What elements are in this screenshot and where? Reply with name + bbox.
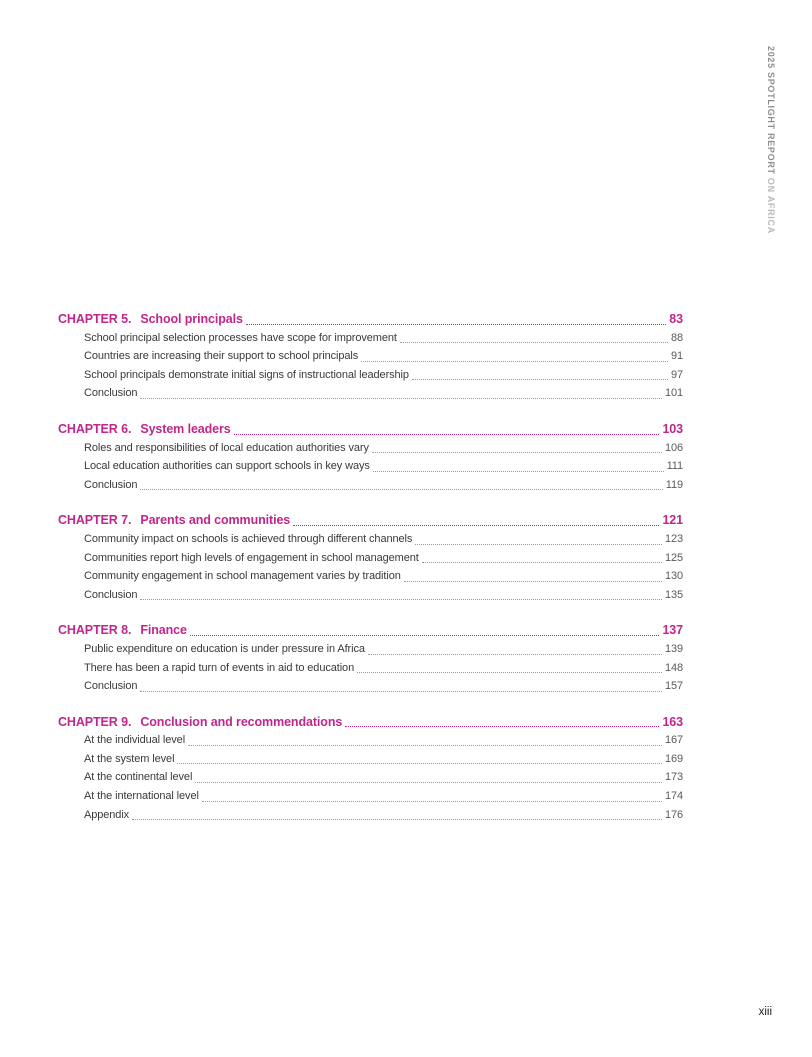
dot-leader [140, 599, 662, 600]
entry-page-number: 101 [664, 387, 683, 400]
entry-title: Conclusion [84, 588, 138, 601]
dot-leader [132, 819, 662, 820]
dot-leader [234, 434, 660, 435]
chapter-page-number: 121 [662, 513, 683, 528]
entry-title: Public expenditure on education is under pressure in Africa [84, 642, 365, 655]
chapter-title: Parents and communities [140, 513, 291, 528]
entry-title: Communities report high levels of engagement in school management [84, 551, 419, 564]
entry-page-number: 125 [664, 551, 683, 564]
chapter-page-number: 103 [662, 421, 683, 436]
toc-entry-row[interactable] [58, 567, 683, 586]
dot-leader [140, 691, 662, 692]
toc-entry-row[interactable] [58, 439, 683, 458]
chapter-page-number: 137 [662, 623, 683, 638]
running-head-report-subtitle: ON AFRICA [766, 174, 776, 234]
dot-leader [368, 654, 662, 655]
dot-leader [357, 672, 662, 673]
entry-title: At the continental level [84, 771, 193, 784]
entry-title: At the individual level [84, 734, 186, 747]
toc-entry-row[interactable] [58, 530, 683, 549]
entry-page-number: 123 [664, 532, 683, 545]
dot-leader [345, 726, 659, 727]
dot-leader [422, 562, 662, 563]
dot-leader [246, 324, 666, 325]
chapter-label: CHAPTER 8. [58, 623, 132, 638]
entry-title: Countries are increasing their support to school principals [84, 350, 359, 363]
dot-leader [195, 782, 662, 783]
entry-title: Appendix [84, 808, 130, 821]
toc-chapter-row[interactable] [58, 621, 683, 640]
chapter-title: System leaders [140, 421, 231, 436]
chapter-title: School principals [140, 312, 243, 326]
toc-entry-row[interactable] [58, 329, 683, 348]
dot-leader [140, 398, 662, 399]
toc-entry-row[interactable] [58, 677, 683, 696]
entry-page-number: 139 [664, 642, 683, 655]
toc-section [58, 420, 683, 494]
toc-entry-row[interactable] [58, 586, 683, 605]
toc-section-entries [58, 329, 683, 403]
toc-chapter-row[interactable] [58, 310, 683, 329]
entry-title: Conclusion [84, 387, 138, 400]
toc-section-entries [58, 439, 683, 495]
entry-title: Local education authorities can support schools in key ways [84, 460, 370, 473]
toc-entry-row[interactable] [58, 787, 683, 806]
chapter-page-number: 83 [669, 312, 683, 326]
chapter-title: Conclusion and recommendations [140, 714, 343, 729]
dot-leader [188, 745, 662, 746]
dot-leader [202, 801, 662, 802]
entry-title: Community engagement in school management varies by tradition [84, 570, 401, 583]
dot-leader [293, 525, 659, 526]
dot-leader [404, 581, 662, 582]
entry-page-number: 88 [670, 331, 683, 344]
entry-page-number: 173 [664, 771, 683, 784]
entry-page-number: 97 [670, 368, 683, 381]
entry-title: Conclusion [84, 478, 138, 491]
entry-page-number: 148 [664, 661, 683, 674]
toc-entry-row[interactable] [58, 806, 683, 825]
chapter-label: CHAPTER 7. [58, 513, 132, 528]
entry-title: Roles and responsibilities of local education authorities vary [84, 441, 369, 454]
toc-entry-row[interactable] [58, 457, 683, 476]
chapter-page-number: 163 [662, 714, 683, 729]
dot-leader [400, 342, 668, 343]
toc-entry-row[interactable] [58, 768, 683, 787]
toc-chapter-row[interactable] [58, 420, 683, 439]
toc-entry-row[interactable] [58, 750, 683, 769]
toc-section-entries [58, 530, 683, 604]
toc-section [58, 621, 683, 695]
table-of-contents [58, 310, 683, 824]
toc-entry-row[interactable] [58, 640, 683, 659]
toc-entry-row[interactable] [58, 549, 683, 568]
toc-entry-row[interactable] [58, 476, 683, 495]
entry-page-number: 130 [664, 570, 683, 583]
toc-section-entries [58, 731, 683, 824]
entry-page-number: 135 [664, 588, 683, 601]
entry-page-number: 157 [664, 680, 683, 693]
toc-entry-row[interactable] [58, 366, 683, 385]
chapter-label: CHAPTER 9. [58, 714, 132, 729]
entry-title: School principal selection processes have scope for improvement [84, 331, 397, 344]
dot-leader [373, 471, 664, 472]
entry-page-number: 176 [664, 808, 683, 821]
running-head-report-title: 2025 SPOTLIGHT REPORT [766, 46, 776, 175]
entry-page-number: 119 [665, 478, 683, 491]
page-number-folio: xiii [758, 1006, 772, 1018]
dot-leader [412, 379, 668, 380]
toc-section [58, 511, 683, 604]
toc-entry-row[interactable] [58, 384, 683, 403]
entry-title: At the international level [84, 790, 199, 803]
entry-title: At the system level [84, 752, 175, 765]
chapter-title: Finance [140, 623, 187, 638]
running-head-vertical [766, 46, 776, 234]
chapter-label: CHAPTER 6. [58, 421, 132, 436]
dot-leader [415, 544, 662, 545]
toc-section [58, 713, 683, 825]
dot-leader [361, 361, 668, 362]
dot-leader [372, 452, 662, 453]
entry-page-number: 106 [664, 441, 683, 454]
toc-entry-row[interactable] [58, 659, 683, 678]
toc-chapter-row[interactable] [58, 511, 683, 530]
chapter-label: CHAPTER 5. [58, 312, 132, 326]
entry-title: There has been a rapid turn of events in aid to education [84, 661, 355, 674]
entry-page-number: 169 [664, 752, 683, 765]
entry-title: Conclusion [84, 680, 138, 693]
entry-page-number: 111 [666, 460, 683, 473]
entry-page-number: 174 [664, 790, 683, 803]
toc-entry-row[interactable] [58, 731, 683, 750]
toc-section-entries [58, 640, 683, 696]
entry-page-number: 91 [670, 350, 683, 363]
dot-leader [190, 635, 660, 636]
toc-chapter-row[interactable] [58, 713, 683, 732]
entry-page-number: 167 [664, 734, 683, 747]
dot-leader [177, 763, 662, 764]
dot-leader [140, 489, 662, 490]
entry-title: Community impact on schools is achieved through different channels [84, 532, 413, 545]
entry-title: School principals demonstrate initial signs of instructional leadership [84, 368, 409, 381]
toc-section [58, 310, 683, 403]
toc-entry-row[interactable] [58, 347, 683, 366]
